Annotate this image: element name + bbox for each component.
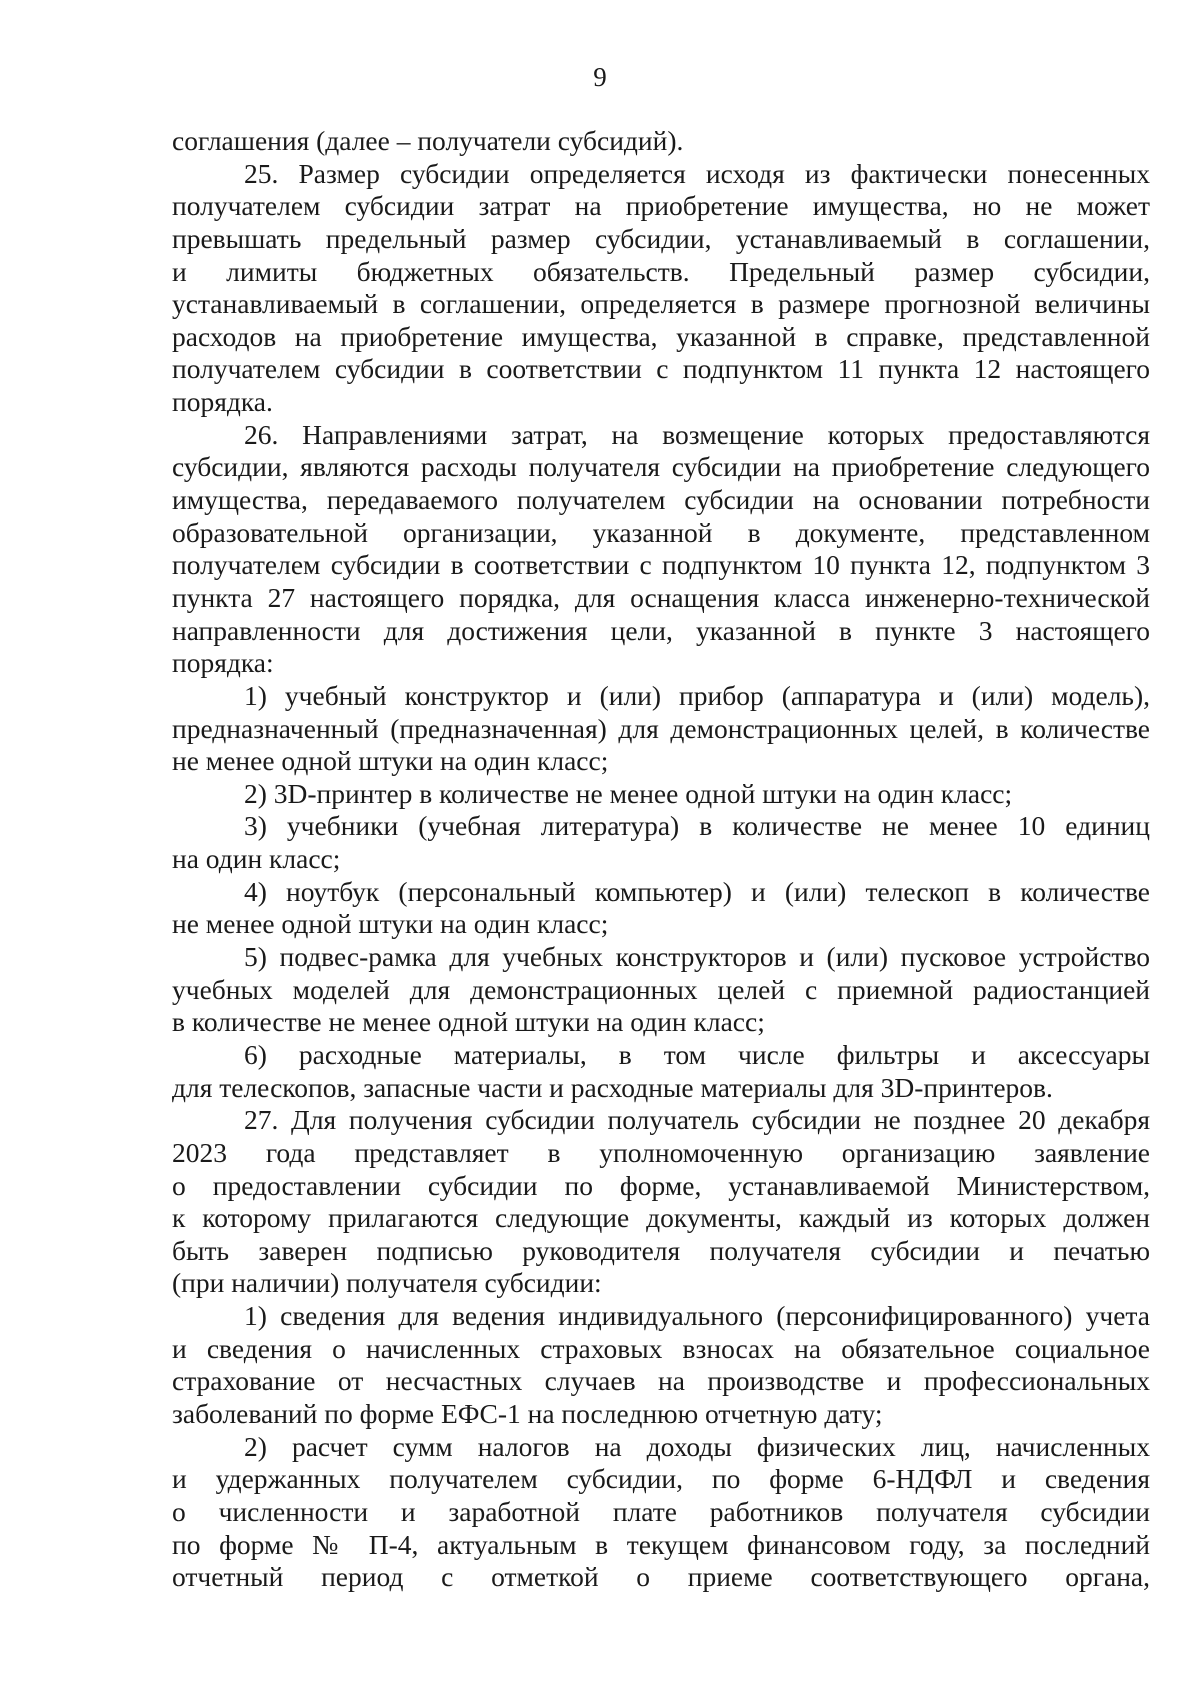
text-line: получателем субсидии в соответствии с подпунктом 10 пункта 12, подпунктом 3: [172, 549, 1150, 581]
text-line: 1) сведения для ведения индивидуального (персонифицированного) учета: [244, 1300, 1150, 1332]
text-line: 27. Для получения субсидии получатель субсидии не позднее 20 декабря: [244, 1104, 1150, 1136]
text-line: для телескопов, запасные части и расходные материалы для 3D-принтеров.: [172, 1071, 1053, 1103]
text-line: по форме № П-4, актуальным в текущем финансовом году, за последний: [172, 1528, 1150, 1560]
text-line: получателем субсидии в соответствии с подпунктом 11 пункта 12 настоящего: [172, 353, 1150, 385]
text-line: расходов на приобретение имущества, указанной в справке, представленной: [172, 320, 1150, 352]
text-line: имущества, передаваемого получателем субсидии на основании потребности: [172, 484, 1150, 516]
text-line: учебных моделей для демонстрационных целей с приемной радиостанцией: [172, 973, 1150, 1005]
text-line: о предоставлении субсидии по форме, устанавливаемой Министерством,: [172, 1169, 1150, 1201]
text-line: получателем субсидии затрат на приобретение имущества, но не может: [172, 190, 1150, 222]
text-line: не менее одной штуки на один класс;: [172, 908, 609, 940]
text-line: отчетный период с отметкой о приеме соответствующего органа,: [172, 1561, 1150, 1593]
text-line: порядка:: [172, 647, 274, 679]
text-line: о численности и заработной плате работников получателя субсидии: [172, 1495, 1150, 1527]
text-line: порядка.: [172, 386, 273, 418]
text-line: 2) расчет сумм налогов на доходы физических лиц, начисленных: [244, 1430, 1150, 1462]
text-line: 2) 3D-принтер в количестве не менее одной штуки на один класс;: [244, 777, 1013, 809]
text-line: субсидии, являются расходы получателя субсидии на приобретение следующего: [172, 451, 1150, 483]
text-line: образовательной организации, указанной в документе, представленном: [172, 516, 1150, 548]
text-line: 4) ноутбук (персональный компьютер) и (или) телескоп в количестве: [244, 875, 1150, 907]
text-line: и удержанных получателем субсидии, по форме 6-НДФЛ и сведения: [172, 1463, 1150, 1495]
text-line: к которому прилагаются следующие документы, каждый из которых должен: [172, 1202, 1150, 1234]
text-line: быть заверен подписью руководителя получателя субсидии и печатью: [172, 1234, 1150, 1266]
text-line: не менее одной штуки на один класс;: [172, 745, 609, 777]
text-line: 3) учебники (учебная литература) в количестве не менее 10 единиц: [244, 810, 1150, 842]
text-line: 25. Размер субсидии определяется исходя из фактически понесенных: [244, 157, 1150, 189]
text-line: на один класс;: [172, 843, 341, 875]
text-line: и сведения о начисленных страховых взносах на обязательное социальное: [172, 1332, 1150, 1364]
page-number: 9: [593, 62, 607, 92]
text-line: 6) расходные материалы, в том числе фильтры и аксессуары: [244, 1038, 1150, 1070]
text-line: соглашения (далее – получатели субсидий).: [172, 125, 684, 156]
text-line: направленности для достижения цели, указанной в пункте 3 настоящего: [172, 614, 1150, 646]
text-line: устанавливаемый в соглашении, определяется в размере прогнозной величины: [172, 288, 1150, 320]
text-line: заболеваний по форме ЕФС-1 на последнюю отчетную дату;: [172, 1397, 883, 1429]
text-line: в количестве не менее одной штуки на один класс;: [172, 1006, 765, 1038]
text-line: 5) подвес-рамка для учебных конструкторов и (или) пусковое устройство: [244, 941, 1150, 973]
text-line: пункта 27 настоящего порядка, для оснащения класса инженерно-технической: [172, 581, 1150, 613]
text-line: 2023 года представляет в уполномоченную организацию заявление: [172, 1136, 1150, 1168]
text-line: превышать предельный размер субсидии, устанавливаемый в соглашении,: [172, 222, 1150, 254]
text-line: (при наличии) получателя субсидии:: [172, 1267, 602, 1299]
text-line: 1) учебный конструктор и (или) прибор (аппаратура и (или) модель),: [244, 679, 1150, 711]
text-line: и лимиты бюджетных обязательств. Предельный размер субсидии,: [172, 255, 1150, 287]
document-body: [172, 125, 1150, 1594]
text-line: 26. Направлениями затрат, на возмещение которых предоставляются: [244, 418, 1150, 450]
text-line: страхование от несчастных случаев на производстве и профессиональных: [172, 1365, 1150, 1397]
text-line: предназначенный (предназначенная) для демонстрационных целей, в количестве: [172, 712, 1150, 744]
